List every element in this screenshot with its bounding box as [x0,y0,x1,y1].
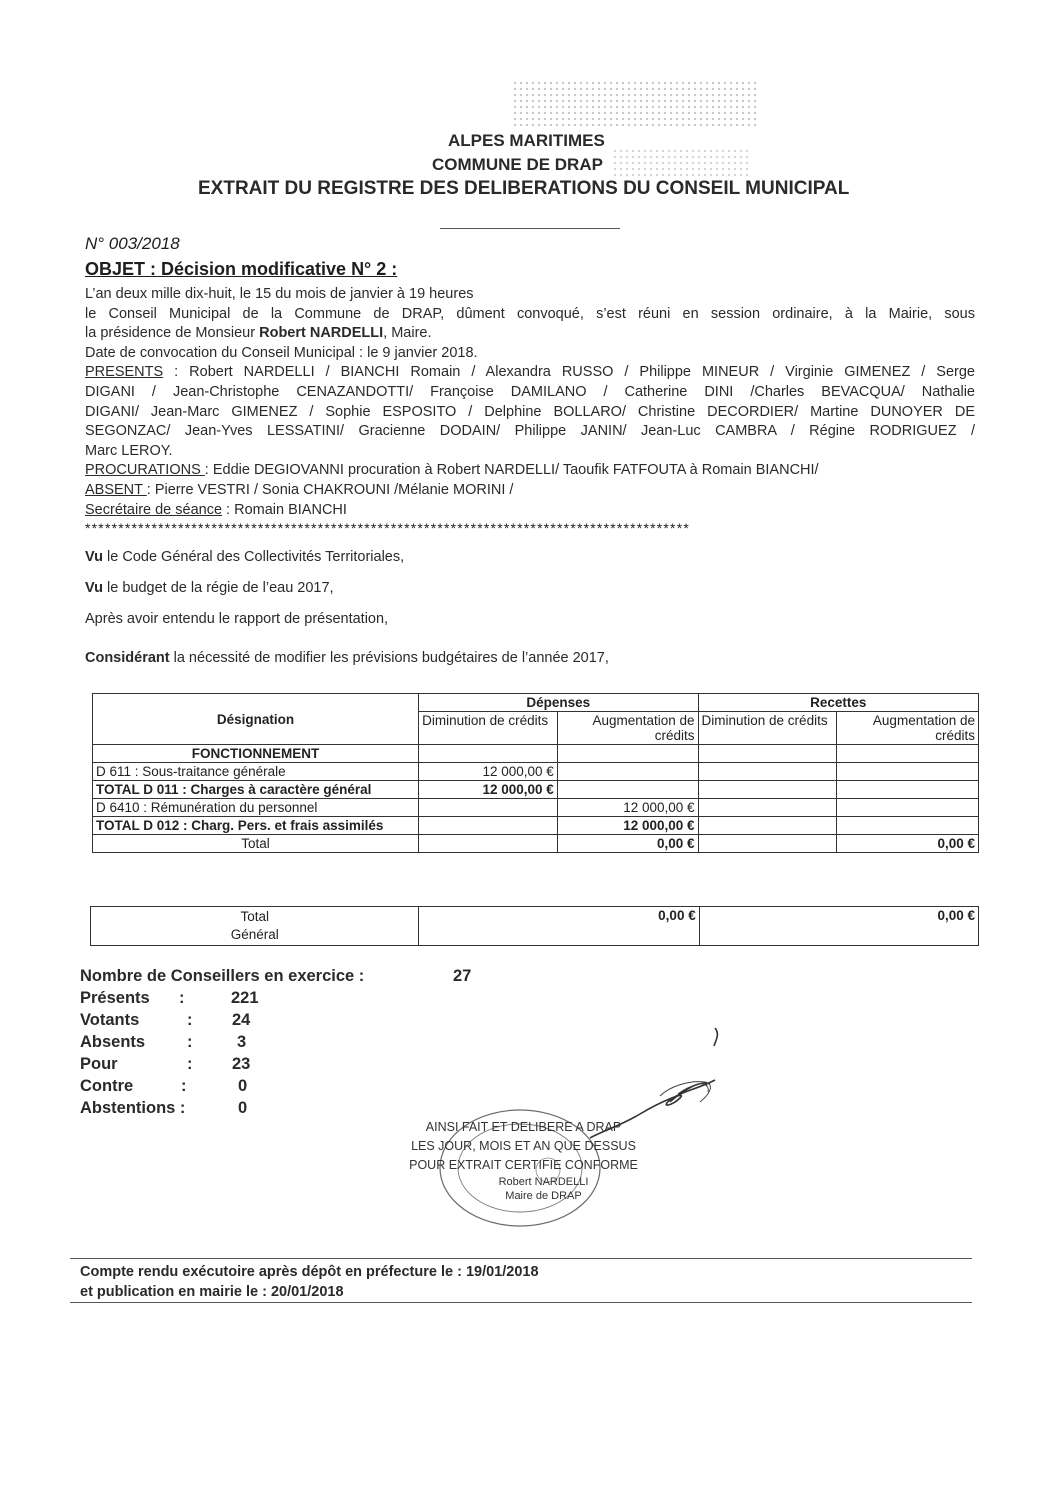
row-dep-dim: 12 000,00 € [419,781,558,799]
row-dep-dim: 12 000,00 € [419,763,558,781]
rec-aug-header: Augmentation de crédits [837,712,979,745]
stat-value: 23 [232,1055,251,1073]
considerant-4 [85,650,609,666]
table-cell [698,745,837,763]
stat-sep: : [187,1033,193,1051]
signature-line-1: AINSI FAIT ET DELIBERE A DRAP [425,1120,622,1134]
prefecture-stamp [512,80,757,126]
absent-line [85,481,975,501]
stat-label: Votants [80,1011,140,1029]
considerant-1 [85,549,404,565]
exercice-value: 27 [453,967,472,985]
footer-top-rule [70,1258,972,1259]
signature-title: Maire de DRAP [505,1190,582,1202]
total-label: Total [93,835,419,853]
procurations-text: : Eddie DEGIOVANNI procuration à Robert NARDELLI/ Taoufik FATFOUTA à Romain BIANCHI/ [204,462,819,479]
row-rec-dim [698,763,837,781]
row-label: D 611 : Sous-traitance générale [93,763,419,781]
absent-label: ABSENT [85,481,147,498]
secretaire-label: Secrétaire de séance [85,501,223,518]
procurations-label: PROCURATIONS [85,462,205,479]
stat-value: 3 [237,1033,247,1051]
stat-value: 221 [231,989,259,1007]
presents-line-5: Marc LEROY. [85,442,173,459]
row-dep-aug [557,781,698,799]
dep-aug-header: Augmentation de crédits [557,712,698,745]
presents-text-1: : Robert NARDELLI / BIANCHI Romain / Alexandra RUSSO / Philippe MINEUR / Virginie GIMENEZ / Serge [163,364,975,381]
designation-header: Désignation [93,694,419,745]
budget-header-row-1 [93,694,979,712]
considerant-3 [85,611,388,627]
presents-line-1 [85,363,975,383]
signature-line-2: LES JOUR, MOIS ET AN QUE DESSUS [411,1139,636,1153]
row-rec-dim [698,817,837,835]
dep-dim-header: Diminution de crédits [419,712,558,745]
row-rec-aug [837,781,979,799]
convocation-date: Date de convocation du Conseil Municipal : le 9 janvier 2018. [85,344,478,361]
presents-label: PRESENTS [85,364,164,381]
stat-label: Présents [80,989,150,1007]
absent-text: : Pierre VESTRI / Sonia CHAKROUNI /Mélanie MORINI / [146,481,514,498]
row-rec-aug [837,799,979,817]
separator-stars: ******************************************************************************************* [85,520,690,536]
table-row [93,763,979,781]
signature-block [396,1118,651,1203]
presents-line-4: SEGONZAC/ Jean-Yves LESSATINI/ Gracienne DODAIN/ Philippe JANIN/ Jean-Luc CAMBRA / Régine RODRIGUEZ / [85,423,975,440]
row-label: D 6410 : Rémunération du personnel [93,799,419,817]
section-label: FONCTIONNEMENT [93,745,419,763]
considerant-2 [85,580,334,596]
intro-line-3-c: , Maire. [383,325,432,342]
row-dep-dim [419,799,558,817]
intro-line-3-a: la présidence de Monsieur [85,325,260,342]
stat-value: 24 [232,1011,251,1029]
general-total-recettes: 0,00 € [699,907,978,946]
considerant-4-text: la nécessité de modifier les prévisions budgétaires de l’année 2017, [169,650,609,666]
header-divider [440,228,620,229]
footer-line-2: et publication en mairie le : 20/01/2018 [80,1284,344,1300]
stat-label: Pour [80,1055,118,1073]
footer-execution [80,1262,539,1302]
header-title: EXTRAIT DU REGISTRE DES DELIBERATIONS DU CONSEIL MUNICIPAL [198,178,850,199]
mayor-name: Robert NARDELLI [259,325,384,342]
intro-line-2: le Conseil Municipal de la Commune de DRAP, dûment convoqué, s’est réuni en session ordinaire, à la Mairie, sous [85,305,975,322]
secretaire-text: : Romain BIANCHI [222,501,347,518]
recettes-header: Recettes [698,694,978,712]
stat-label: Contre [80,1077,134,1095]
table-row [93,799,979,817]
table-cell [419,835,558,853]
deliberation-object: OBJET : Décision modificative N° 2 : [85,259,398,279]
row-dep-aug [557,763,698,781]
general-total-row [91,907,979,946]
stat-label: Abstentions : [80,1099,186,1117]
row-label: TOTAL D 011 : Charges à caractère général [93,781,419,799]
row-dep-dim [419,817,558,835]
row-dep-aug: 12 000,00 € [557,799,698,817]
stat-label: Absents [80,1033,146,1051]
header-commune: COMMUNE DE DRAP [432,155,603,174]
budget-table [92,693,979,853]
total-depenses: 0,00 € [557,835,698,853]
stat-sep: : [187,1055,193,1073]
stat-sep: : [181,1077,187,1095]
footer-bottom-rule [70,1302,972,1303]
table-cell [419,745,558,763]
total-row [93,835,979,853]
intro-line-3 [85,324,975,344]
considerant-3-text: Après avoir entendu le rapport de présentation, [85,611,389,627]
general-total-table [90,906,979,946]
stat-value: 0 [238,1077,248,1095]
stat-value: 0 [238,1099,248,1117]
signature-line-3: POUR EXTRAIT CERTIFIE CONFORME [409,1158,638,1172]
considerant-1-keyword: Vu [85,549,103,565]
considerant-1-text: le Code Général des Collectivités Territoriales, [103,549,405,565]
table-cell [837,745,979,763]
row-rec-dim [698,781,837,799]
total-recettes: 0,00 € [837,835,979,853]
table-cell [557,745,698,763]
depenses-header: Dépenses [419,694,698,712]
section-row [93,745,979,763]
row-rec-dim [698,799,837,817]
row-label: TOTAL D 012 : Charg. Pers. et frais assimilés [93,817,419,835]
general-total-label [91,907,419,946]
considerant-4-keyword: Considérant [85,650,170,666]
row-rec-aug [837,817,979,835]
procurations-line [85,461,975,481]
stat-sep: : [179,989,185,1007]
row-dep-aug: 12 000,00 € [557,817,698,835]
table-row [93,781,979,799]
considerant-2-keyword: Vu [85,580,103,596]
row-rec-aug [837,763,979,781]
secretaire-line [85,501,975,521]
exercice-label: Nombre de Conseillers en exercice : [80,967,365,985]
deliberation-preamble [85,285,975,520]
footer-line-1: Compte rendu exécutoire après dépôt en préfecture le : 19/01/2018 [80,1264,539,1280]
general-total-label-1: Total [240,909,269,924]
stat-sep: : [187,1011,193,1029]
general-total-label-2: Général [230,927,279,942]
rec-dim-header: Diminution de crédits [698,712,837,745]
table-row [93,817,979,835]
presents-line-3: DIGANI/ Jean-Marc GIMENEZ / Sophie ESPOSITO / Delphine BOLLARO/ Christine DECORDIER/ Martine DUNOYER DE [85,403,975,420]
prefecture-stamp-fragment [612,148,752,178]
considerant-2-text: le budget de la régie de l’eau 2017, [103,580,334,596]
deliberation-number: N° 003/2018 [85,234,180,253]
signature-name: Robert NARDELLI [498,1176,589,1188]
header-department: ALPES MARITIMES [448,131,605,150]
general-total-depenses: 0,00 € [419,907,699,946]
intro-line-1: L’an deux mille dix-huit, le 15 du mois de janvier à 19 heures [85,286,474,302]
presents-line-2: DIGANI / Jean-Christophe CENAZANDOTTI/ Françoise DAMILANO / Catherine DINI /Charles BEVACQUA/ Nathalie [85,383,975,400]
table-cell [698,835,837,853]
